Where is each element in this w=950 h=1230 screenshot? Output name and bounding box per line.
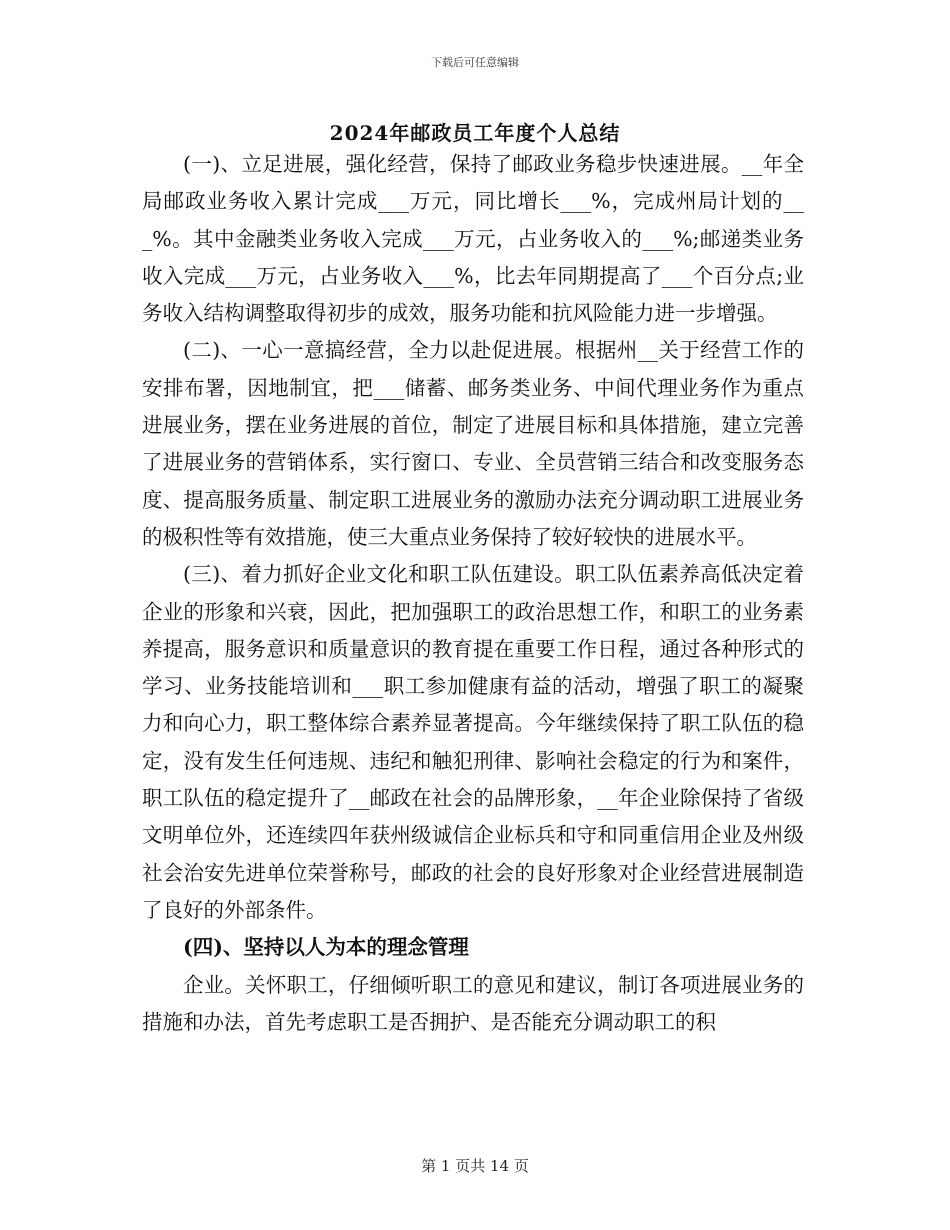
- paragraph-3: (三)、着力抓好企业文化和职工队伍建设。职工队伍素养高低决定着企业的形象和兴衰，因此，把加强职工的政治思想工作，和职工的业务素养提高，服务意识和质量意识的教育提在重要工作日程，通过各种形式的学习、业务技能培训和___职工参加健康有益的活动，增强了职工的凝聚力和向心力，职工整体综合素养显著提高。今年继续保持了职工队伍的稳定，没有发生任何违规、违纪和触犯刑律、影响社会稳定的行为和案件，职工队伍的稳定提升了__邮政在社会的品牌形象，__年企业除保持了省级文明单位外，还连续四年获州级诚信企业标兵和守和同重信用企业及州级社会治安先进单位荣誉称号，邮政的社会的良好形象对企业经营进展制造了良好的外部条件。: [142, 562, 804, 922]
- paragraph-4: 企业。关怀职工，仔细倾听职工的意见和建议，制订各项进展业务的措施和办法，首先考虑职工是否拥护、是否能充分调动职工的积: [142, 972, 804, 1034]
- page-number-footer: 第 1 页共 14 页: [421, 1157, 529, 1175]
- paragraph-2: (二)、一心一意搞经营，全力以赴促进展。根据州__关于经营工作的安排布署，因地制宜，把___储蓄、邮务类业务、中间代理业务作为重点进展业务，摆在业务进展的首位，制定了进展目标和具体措施，建立完善了进展业务的营销体系，实行窗口、专业、全员营销三结合和改变服务态度、提高服务质量、制定职工进展业务的激励办法充分调动职工进展业务的极积性等有效措施，使三大重点业务保持了较好较快的进展水平。: [142, 338, 804, 549]
- document-body: [142, 146, 804, 1041]
- paragraph-1: (一)、立足进展，强化经营，保持了邮政业务稳步快速进展。__年全局邮政业务收入累计完成___万元，同比增长___%，完成州局计划的___%。其中金融类业务收入完成___万元，占业务收入的___%;邮递类业务收入完成___万元，占业务收入___%，比去年同期提高了___个百分点;业务收入结构调整取得初步的成效，服务功能和抗风险能力进一步增强。: [142, 152, 804, 326]
- section-heading-4: (四)、坚持以人为本的理念管理: [183, 935, 469, 960]
- document-title: 2024年邮政员工年度个人总结: [329, 121, 621, 145]
- header-note: 下载后可任意编辑: [431, 56, 519, 69]
